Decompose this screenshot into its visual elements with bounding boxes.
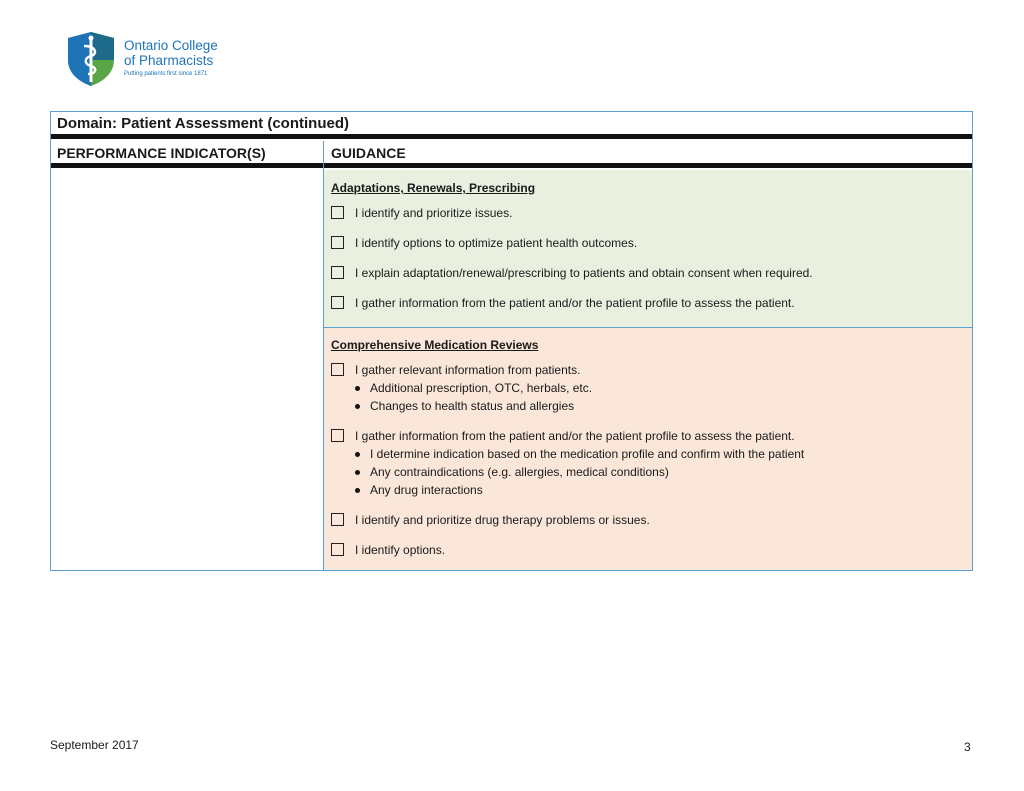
checkbox[interactable] (331, 236, 344, 249)
checklist-item-text: I identify options to optimize patient health outcomes. (355, 236, 638, 250)
bullet-dot (355, 386, 360, 391)
bullet-dot (355, 404, 360, 409)
domain-title-row (51, 112, 972, 139)
footer-date: September 2017 (50, 738, 139, 752)
bullet-dot (355, 470, 360, 475)
checklist-item-text: I gather information from the patient and/or the patient profile to assess the patient. (355, 429, 795, 443)
checkbox[interactable] (331, 513, 344, 526)
domain-title: Domain: Patient Assessment (continued) (57, 115, 349, 132)
section-adaptations-renewals-prescribing (324, 170, 972, 328)
checklist-item-text: I identify and prioritize issues. (355, 206, 513, 220)
bullet-dot (355, 488, 360, 493)
checkbox[interactable] (331, 266, 344, 279)
bullet-dot (355, 452, 360, 457)
column-header-row (51, 141, 972, 168)
bullet-text: Any contraindications (e.g. allergies, medical conditions) (370, 465, 669, 479)
bullet-text: I determine indication based on the medication profile and confirm with the patient (370, 447, 805, 461)
org-name-line2: of Pharmacists (124, 53, 214, 68)
college-logo (66, 32, 236, 88)
checklist-item-text: I gather information from the patient and/or the patient profile to assess the patient. (355, 296, 795, 310)
checklist-item-text: I identify and prioritize drug therapy problems or issues. (355, 513, 650, 527)
checkbox[interactable] (331, 296, 344, 309)
bullet-text: Any drug interactions (370, 483, 483, 497)
section-title: Comprehensive Medication Reviews (331, 338, 539, 352)
header-performance-indicators: PERFORMANCE INDICATOR(S) (57, 145, 266, 161)
checkbox[interactable] (331, 543, 344, 556)
section-title: Adaptations, Renewals, Prescribing (331, 181, 536, 195)
header-guidance: GUIDANCE (331, 145, 406, 161)
checkbox[interactable] (331, 363, 344, 376)
caduceus-shield-icon (66, 32, 116, 86)
checklist-item-text: I explain adaptation/renewal/prescribing to patients and obtain consent when required. (355, 266, 813, 280)
bullet-text: Changes to health status and allergies (370, 399, 575, 413)
assessment-table (50, 111, 973, 571)
checkbox[interactable] (331, 206, 344, 219)
checkbox[interactable] (331, 429, 344, 442)
org-tagline: Putting patients first since 1871 (124, 71, 208, 77)
checklist-item-text: I gather relevant information from patients. (355, 363, 581, 377)
bullet-text: Additional prescription, OTC, herbals, etc. (370, 381, 593, 395)
org-name-line1: Ontario College (124, 38, 218, 53)
section-comprehensive-medication-reviews (324, 328, 972, 570)
checklist-item-text: I identify options. (355, 543, 446, 557)
page-number: 3 (964, 740, 971, 754)
